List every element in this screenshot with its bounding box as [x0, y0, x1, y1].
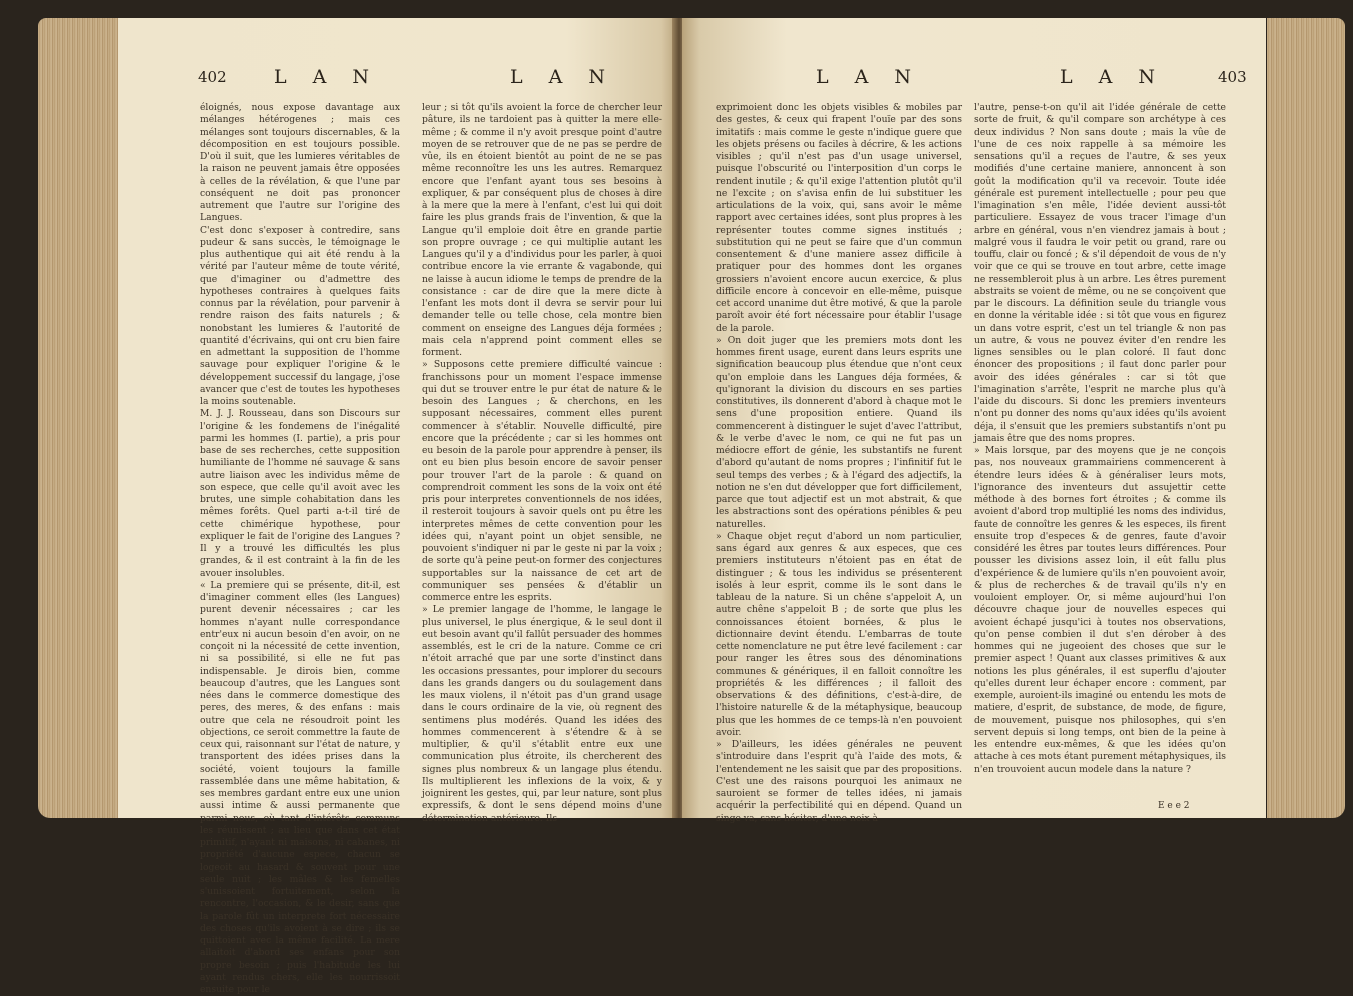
column-text: l'autre, pense-t-on qu'il ait l'idée générale de cette sorte de fruit, & qu'il compare son archétype à ces deux individus ? Non sans doute ; mais la vûe de l'une de ces noix rappelle à sa mémoire les sensations qu'il a reçues de l'autre, & ses yeux modifiés d'une certaine maniere, annoncent à son goût la modification qu'il va recevoir. Toute idée générale est purement intellectuelle ; pour peu que l'imagination s'en mêle, l'idée devient aussi-tôt particuliere. Essayez de vous tracer l'image d'un arbre en général, vous n'en viendrez jamais à bout ; malgré vous il faudra le voir petit ou grand, rare ou touffu, clair ou foncé ; & s'il dépendoit de vous de n'y voir que ce qui se trouve en tout arbre, cette image ne ressembleroit plus à un arbre. Les êtres purement abstraits se voient de même, ou ne se conçoivent que par le discours. La définition seule du triangle vous en donne la véritable idée : si tôt que vous en figurez un dans votre esprit, c'est un tel triangle & non pas un autre, & vous ne pouvez éviter d'en rendre les lignes sensibles ou le plan coloré. Il faut donc énoncer des propositions ; il faut donc parler pour avoir des idées générales : car si tôt que l'imagination s'arrête, l'esprit ne marche plus qu'à l'aide du discours. Si donc les premiers inventeurs n'ont pu donner des noms qu'aux idées qu'ils avoient déja, il s'ensuit que les premiers substantifs n'ont pu jamais être que des noms propres. » Mais lorsque, par des moyens que je ne conçois pas, nos nouveaux grammairiens commencerent à étendre leurs idées & à généraliser leurs mots, l'ignorance des inventeurs dut assujettir cette méthode à des bornes fort étroites ; & comme ils avoient d'abord trop multiplié les noms des individus, faute de connoître les genres & les especes, ils firent ensuite trop d'especes & de genres, faute d'avoir considéré les êtres par toutes leurs différences. Pour pousser les divisions assez loin, il eût fallu plus d'expérience & de lumiere qu'ils n'en pouvoient avoir, & plus de recherches & de travail qu'ils n'y en vouloient employer. Or, si même aujourd'hui l'on découvre chaque jour de nouvelles especes qui avoient échapé jusqu'ici à toutes nos observations, qu'on pense combien il dut s'en dérober à des hommes qui ne jugeoient des choses que sur le premier aspect ! Quant aux classes primitives & aux notions les plus générales, il est superflu d'ajouter qu'elles durent leur échaper encore : comment, par exemple, auroient-ils imaginé ou entendu les mots de matiere, d'esprit, de substance, de mode, de figure, de mouvement, puisque nos philosophes, qui s'en servent depuis si long temps, ont bien de la peine à les entendre eux-mêmes, & que les idées qu'on attache à ces mots étant purement métaphysiques, ils n'en trouvoient aucun modele dans la nature ?	[974, 102, 1226, 775]
column-text: éloignés, nous expose davantage aux mélanges hétérogenes ; mais ces mélanges sont toujours discernables, & la décomposition en est toujours possible. D'où il suit, que les lumieres véritables de la raison ne peuvent jamais être opposées à celles de la révélation, & que l'une par conséquent ne doit pas prononcer autrement que l'autre sur l'origine des Langues. C'est donc s'exposer à contredire, sans pudeur & sans succès, le témoignage le plus authentique qui ait été rendu à la vérité par l'auteur même de toute vérité, que d'imaginer ou d'admettre des hypotheses contraires à quelques faits connus par la révélation, pour parvenir à rendre raison des faits naturels ; & nonobstant les lumieres & l'autorité de quantité d'écrivains, qui ont cru bien faire en admettant la supposition de l'homme sauvage pour expliquer l'origine & le développement successif du langage, j'ose avancer que c'est de toutes les hypotheses la moins soutenable. M. J. J. Rousseau, dans son Discours sur l'origine & les fondemens de l'inégalité parmi les hommes (I. partie), a pris pour base de ses recherches, cette supposition humiliante de l'homme né sauvage & sans autre liaison avec les individus même de son espece, que celle qu'il avoit avec les brutes, une simple cohabitation dans les mêmes forêts. Quel parti a-t-il tiré de cette chimérique hypothese, pour expliquer le fait de l'origine des Langues ? Il y a trouvé les difficultés les plus grandes, & il est contraint à la fin de les avouer insolubles. « La premiere qui se présente, dit-il, est d'imaginer comment elles (les Langues) purent devenir nécessaires ; car les hommes n'ayant nulle correspondance entr'eux ni aucun besoin d'en avoir, on ne conçoit ni la nécessité de cette invention, ni sa possibilité, si elle ne fut pas indispensable. Je dirois bien, comme beaucoup d'autres, que les Langues sont nées dans le commerce domestique des peres, des meres, & des enfans : mais outre que cela ne résoudroit point les objections, ce seroit commettre la faute de ceux qui, raisonnant sur l'état de nature, y transportent des idées prises dans la société, voient toujours la famille rassemblée dans une même habitation, & ses membres gardant entre eux une union aussi intime & aussi permanente que parmi nous, où tant d'intérêts communs les réunissent ; au lieu que dans cet état primitif, n'ayant ni maisons, ni cabanes, ni propriété d'aucune espece, chacun se logeoit au hasard & souvent pour une seule nuit ; les mâles & les femelles s'unissoient fortuitement, selon la rencontre, l'occasion, & le desir, sans que la parole fût un interprete fort nécessaire des choses qu'ils avoient à se dire ; ils se quittoient avec la même facilité. La mere allaitoit d'abord ses enfans pour son propre besoin ; puis l'habitude les lui ayant rendus chers, elle les nourrissoit ensuite pour le	[200, 102, 400, 995]
running-head-left-col: L A N	[274, 66, 380, 88]
text-column	[716, 102, 962, 824]
running-head-right-col: L A N	[510, 66, 616, 88]
page-number: 402	[198, 68, 227, 86]
left-page	[118, 18, 678, 995]
left-page-edges	[38, 18, 118, 818]
text-column	[200, 102, 400, 995]
running-head-right-col: L A N	[1060, 66, 1166, 88]
column-text: leur ; si tôt qu'ils avoient la force de chercher leur pâture, ils ne tardoient pas à quitter la mere elle-même ; & comme il n'y avoit presque point d'autre moyen de se retrouver que de ne pas se perdre de vûe, ils en étoient bientôt au point de ne se pas même reconnoître les uns les autres. Remarquez encore que l'enfant ayant tous ses besoins à expliquer, & par conséquent plus de choses à dire à la mere que la mere à l'enfant, c'est lui qui doit faire les plus grands frais de l'invention, & que la Langue qu'il emploie doit être en grande partie son propre ouvrage ; ce qui multiplie autant les Langues qu'il y a d'individus pour les parler, à quoi contribue encore la vie errante & vagabonde, qui ne laisse à aucun idiome le temps de prendre de la consistance : car de dire que la mere dicte à l'enfant les mots dont il devra se servir pour lui demander telle ou telle chose, cela montre bien comment on enseigne des Langues déja formées ; mais cela n'apprend point comment elles se forment. » Supposons cette premiere difficulté vaincue : franchissons pour un moment l'espace immense qui dut se trouver entre le pur état de nature & le besoin des Langues ; & cherchons, en les supposant nécessaires, comment elles purent commencer à s'établir. Nouvelle difficulté, pire encore que la précédente ; car si les hommes ont eu besoin de la parole pour apprendre à penser, ils ont eu bien plus besoin encore de savoir penser pour trouver l'art de la parole : & quand on comprendroit comment les sons de la voix ont été pris pour interpretes conventionnels de nos idées, il resteroit toujours à savoir quels ont pu être les interpretes mêmes de cette convention pour les idées qui, n'ayant point un objet sensible, ne pouvoient s'indiquer ni par le geste ni par la voix ; de sorte qu'à peine peut-on former des conjectures supportables sur la naissance de cet art de communiquer ses pensées & d'établir un commerce entre les esprits. » Le premier langage de l'homme, le langage le plus universel, le plus énergique, & le seul dont il eut besoin avant qu'il fallût persuader des hommes assemblés, est le cri de la nature. Comme ce cri n'étoit arraché que par une sorte d'instinct dans les occasions pressantes, pour implorer du secours dans les grands dangers ou du soulagement dans les maux violens, il n'étoit pas d'un grand usage dans le cours ordinaire de la vie, où regnent des sentimens plus modérés. Quand les idées des hommes commencerent à s'étendre & à se multiplier, & qu'il s'établit entre eux une communication plus étroite, ils chercherent des signes plus nombreux & un langage plus étendu. Ils multiplierent les inflexions de la voix, & y joignirent les gestes, qui, par leur nature, sont plus expressifs, & dont le sens dépend moins d'une détermination antérieure. Ils	[422, 102, 662, 824]
column-text: exprimoient donc les objets visibles & mobiles par des gestes, & ceux qui frapent l'ouïe par des sons imitatifs : mais comme le geste n'indique guere que les objets présens ou faciles à décrire, & les actions visibles ; qu'il n'est pas d'un usage universel, puisque l'obscurité ou l'interposition d'un corps le rendent inutile ; & qu'il exige l'attention plutôt qu'il ne l'excite ; on s'avisa enfin de lui substituer les articulations de la voix, qui, sans avoir le même rapport avec certaines idées, sont plus propres à les représenter toutes comme signes institués ; substitution qui ne peut se faire que d'un commun consentement & d'une maniere assez difficile à pratiquer pour des hommes dont les organes grossiers n'avoient encore aucun exercice, & plus difficile encore à concevoir en elle-même, puisque cet accord unanime dut être motivé, & que la parole paroît avoir été fort nécessaire pour établir l'usage de la parole. » On doit juger que les premiers mots dont les hommes firent usage, eurent dans leurs esprits une signification beaucoup plus étendue que n'ont ceux qu'on emploie dans les Langues déja formées, & qu'ignorant la division du discours en ses parties constitutives, ils donnerent d'abord à chaque mot le sens d'une proposition entiere. Quand ils commencerent à distinguer le sujet d'avec l'attribut, & le verbe d'avec le nom, ce qui ne fut pas un médiocre effort de génie, les substantifs ne furent d'abord qu'autant de noms propres ; l'infinitif fut le seul temps des verbes ; & à l'égard des adjectifs, la notion ne s'en dut développer que fort difficilement, parce que tout adjectif est un mot abstrait, & que les abstractions sont des opérations pénibles & peu naturelles. » Chaque objet reçut d'abord un nom particulier, sans égard aux genres & aux especes, que ces premiers instituteurs n'étoient pas en état de distinguer ; & tous les individus se présenterent isolés à leur esprit, comme ils le sont dans le tableau de la nature. Si un chêne s'appeloit A, un autre chêne s'appeloit B ; de sorte que plus les connoissances étoient bornées, & plus le dictionnaire devint étendu. L'embarras de toute cette nomenclature ne put être levé facilement : car pour ranger les êtres sous des dénominations communes & génériques, il en falloit connoître les propriétés & les différences ; il falloit des observations & des définitions, c'est-à-dire, de l'histoire naturelle & de la métaphysique, beaucoup plus que les hommes de ce temps-là n'en pouvoient avoir. » D'ailleurs, les idées générales ne peuvent s'introduire dans l'esprit qu'à l'aide des mots, & l'entendement ne les saisit que par des propositions. C'est une des raisons pourquoi les animaux ne sauroient se former de telles idées, ni jamais acquérir la perfectibilité qui en dépend. Quand un singe va, sans hésiter, d'une noix à	[716, 102, 962, 824]
page-number: 403	[1218, 68, 1247, 86]
right-page	[682, 18, 1266, 824]
running-head-left-col: L A N	[816, 66, 922, 88]
text-column	[974, 102, 1226, 808]
right-page-edges	[1267, 18, 1345, 818]
signature-mark: E e e 2	[1158, 801, 1190, 811]
text-column	[422, 102, 662, 824]
